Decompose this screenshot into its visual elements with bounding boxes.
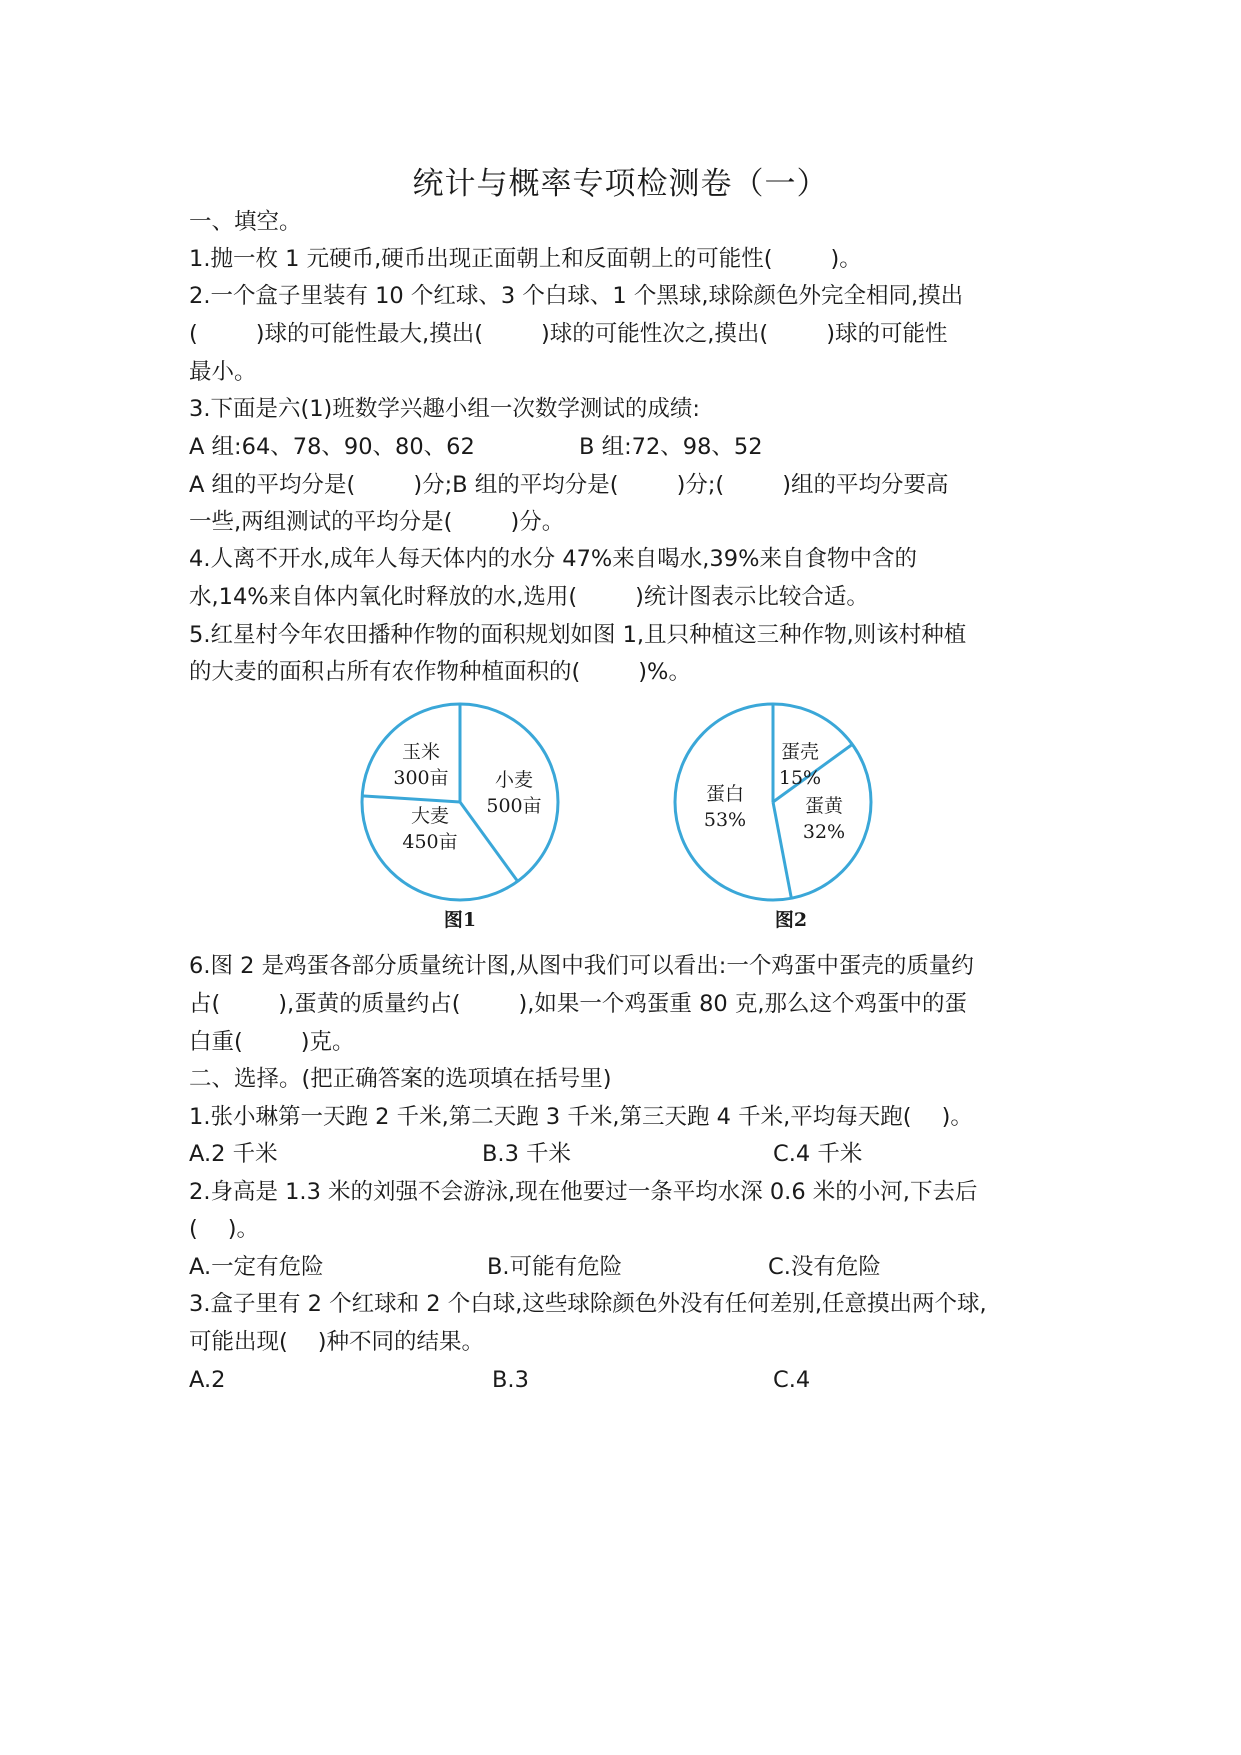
slice-boundary-3 — [773, 802, 791, 898]
slice-boundary-3 — [362, 796, 460, 802]
question-1-3-line4: 一些,两组测试的平均分是( )分。 — [189, 509, 565, 535]
question-1-5-line1: 5.红星村今年农田播种作物的面积规划如图 1,且只种植这三种作物,则该村种植 — [189, 622, 967, 648]
question-1-6-line1: 6.图 2 是鸡蛋各部分质量统计图,从图中我们可以看出:一个鸡蛋中蛋壳的质量约 — [189, 953, 974, 979]
slice-label-wheat: 小麦 — [494, 769, 534, 791]
option-2-2-b[interactable]: B.可能有危险 — [487, 1254, 623, 1280]
question-1-6-line2: 占( ),蛋黄的质量约占( ),如果一个鸡蛋重 80 克,那么这个鸡蛋中的蛋 — [189, 991, 968, 1017]
option-2-3-c[interactable]: C.4 — [773, 1367, 811, 1393]
question-1-6-line3: 白重( )克。 — [189, 1029, 355, 1055]
question-1-4-line2: 水,14%来自体内氧化时释放的水,选用( )统计图表示比较合适。 — [189, 584, 869, 610]
figure-caption-1: 图1 — [443, 909, 477, 931]
question-1-3-line3: A 组的平均分是( )分;B 组的平均分是( )分;( )组的平均分要高 — [189, 472, 949, 498]
option-2-2-c[interactable]: C.没有危险 — [768, 1254, 881, 1280]
pie-chart-figure-2 — [660, 690, 900, 950]
question-2-2-line2: ( )。 — [189, 1216, 260, 1242]
slice-value-white: 53% — [703, 809, 747, 831]
slice-value-corn: 300亩 — [393, 767, 449, 789]
section1-heading: 一、填空。 — [189, 209, 302, 235]
question-1-2-line1: 2.一个盒子里装有 10 个红球、3 个白球、1 个黑球,球除颜色外完全相同,摸出 — [189, 283, 964, 309]
option-2-3-b[interactable]: B.3 — [492, 1367, 529, 1393]
question-2-3-line1: 3.盒子里有 2 个红球和 2 个白球,这些球除颜色外没有任何差别,任意摸出两个球, — [189, 1291, 987, 1317]
slice-label-corn: 玉米 — [401, 741, 441, 763]
figure-caption-2: 图2 — [774, 909, 808, 931]
pie-chart-figure-1 — [350, 690, 590, 950]
question-1-4-line1: 4.人离不开水,成年人每天体内的水分 47%来自喝水,39%来自食物中含的 — [189, 546, 917, 572]
section2-heading: 二、选择。(把正确答案的选项填在括号里) — [189, 1066, 612, 1092]
question-1-5-line2: 的大麦的面积占所有农作物种植面积的( )%。 — [189, 659, 691, 685]
slice-value-wheat: 500亩 — [486, 795, 542, 817]
slice-label-yolk: 蛋黄 — [804, 795, 844, 817]
question-2-2-line1: 2.身高是 1.3 米的刘强不会游泳,现在他要过一条平均水深 0.6 米的小河,下去后 — [189, 1179, 978, 1205]
option-2-1-b[interactable]: B.3 千米 — [482, 1141, 572, 1167]
slice-value-shell: 15% — [778, 767, 822, 789]
question-1-2-line3: 最小。 — [189, 359, 257, 385]
group-a-scores: A 组:64、78、90、80、62 — [189, 434, 475, 460]
question-2-3-line2: 可能出现( )种不同的结果。 — [189, 1329, 485, 1355]
option-2-3-a[interactable]: A.2 — [189, 1367, 226, 1393]
slice-label-white: 蛋白 — [705, 783, 745, 805]
option-2-2-a[interactable]: A.一定有危险 — [189, 1254, 324, 1280]
slice-value-yolk: 32% — [802, 821, 846, 843]
question-1-3-groups — [189, 431, 1069, 463]
group-b-scores: B 组:72、98、52 — [579, 434, 763, 460]
option-2-1-c[interactable]: C.4 千米 — [773, 1141, 863, 1167]
slice-label-barley: 大麦 — [410, 805, 450, 827]
slice-label-shell: 蛋壳 — [780, 741, 820, 763]
page-title: 统计与概率专项检测卷（一） — [412, 166, 829, 202]
slice-value-barley: 450亩 — [402, 831, 458, 853]
question-1-2-line2: ( )球的可能性最大,摸出( )球的可能性次之,摸出( )球的可能性 — [189, 321, 948, 347]
question-1-3-line1: 3.下面是六(1)班数学兴趣小组一次数学测试的成绩: — [189, 396, 700, 422]
option-2-1-a[interactable]: A.2 千米 — [189, 1141, 278, 1167]
question-2-1: 1.张小琳第一天跑 2 千米,第二天跑 3 千米,第三天跑 4 千米,平均每天跑( )。 — [189, 1104, 973, 1130]
question-1-1: 1.抛一枚 1 元硬币,硬币出现正面朝上和反面朝上的可能性( )。 — [189, 246, 862, 272]
